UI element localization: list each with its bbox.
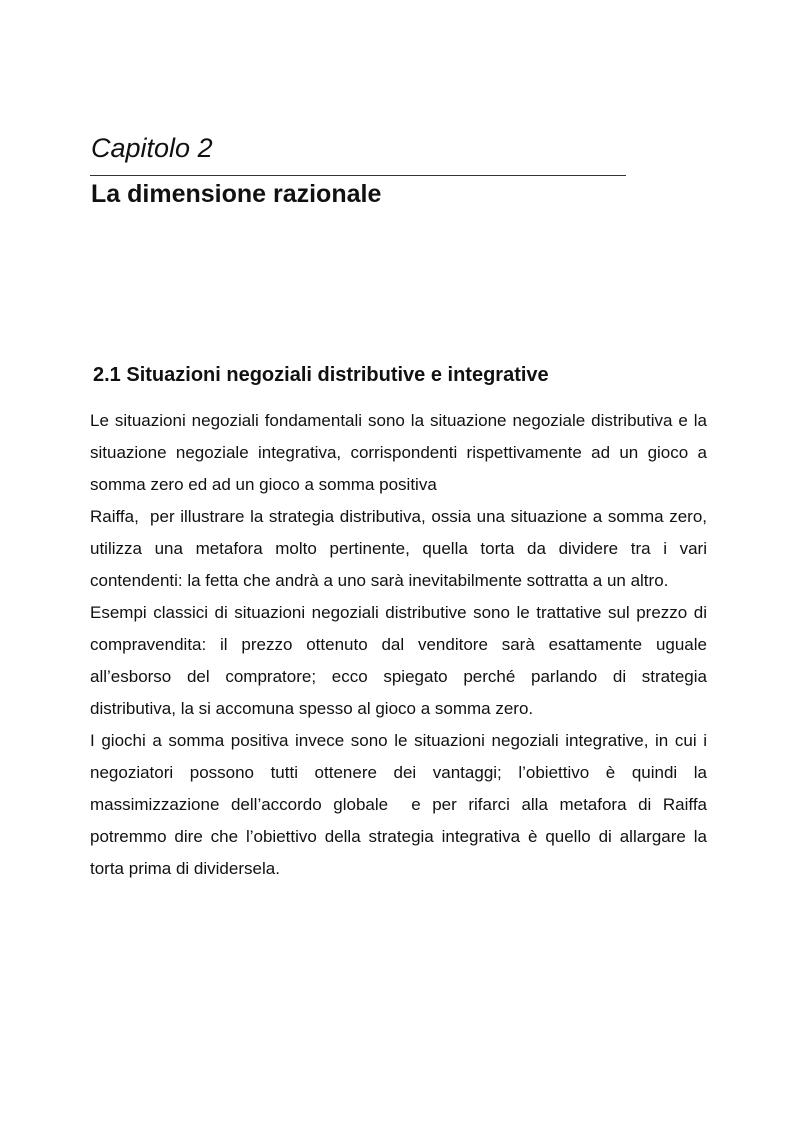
body-text [90, 405, 712, 885]
section-title: 2.1 Situazioni negoziali distributive e integrative [93, 364, 549, 386]
paragraph-4: I giochi a somma positiva invece sono le situazioni negoziali integrative, in cui i negoziatori possono tutti ottenere dei vantaggi; l’obiettivo è quindi la massimizzazione dell’accordo globale e per rifarci alla metafora di Raiffa potremmo dire che l’obiettivo della strategia integrativa è quello di allargare la torta prima di dividersela. [90, 731, 712, 878]
chapter-label: Capitolo 2 [91, 133, 213, 163]
paragraph-3: Esempi classici di situazioni negoziali distributive sono le trattative sul prezzo di compravendita: il prezzo ottenuto dal venditore sarà esattamente uguale all’esborso del compratore; ecco spiegato perché parlando di strategia distributiva, la si accomuna spesso al gioco a somma zero. [90, 603, 712, 718]
chapter-title: La dimensione razionale [91, 180, 382, 208]
paragraph-1: Le situazioni negoziali fondamentali sono la situazione negoziale distributiva e la situazione negoziale integrativa, corrispondenti rispettivamente ad un gioco a somma zero ed ad un gioco a somma positiva [90, 411, 712, 494]
chapter-divider [90, 175, 626, 176]
paragraph-2: Raiffa, per illustrare la strategia distributiva, ossia una situazione a somma zero, utilizza una metafora molto pertinente, quella torta da dividere tra i vari contendenti: la fetta che andrà a uno sarà inevitabilmente sottratta a un altro. [90, 507, 712, 590]
